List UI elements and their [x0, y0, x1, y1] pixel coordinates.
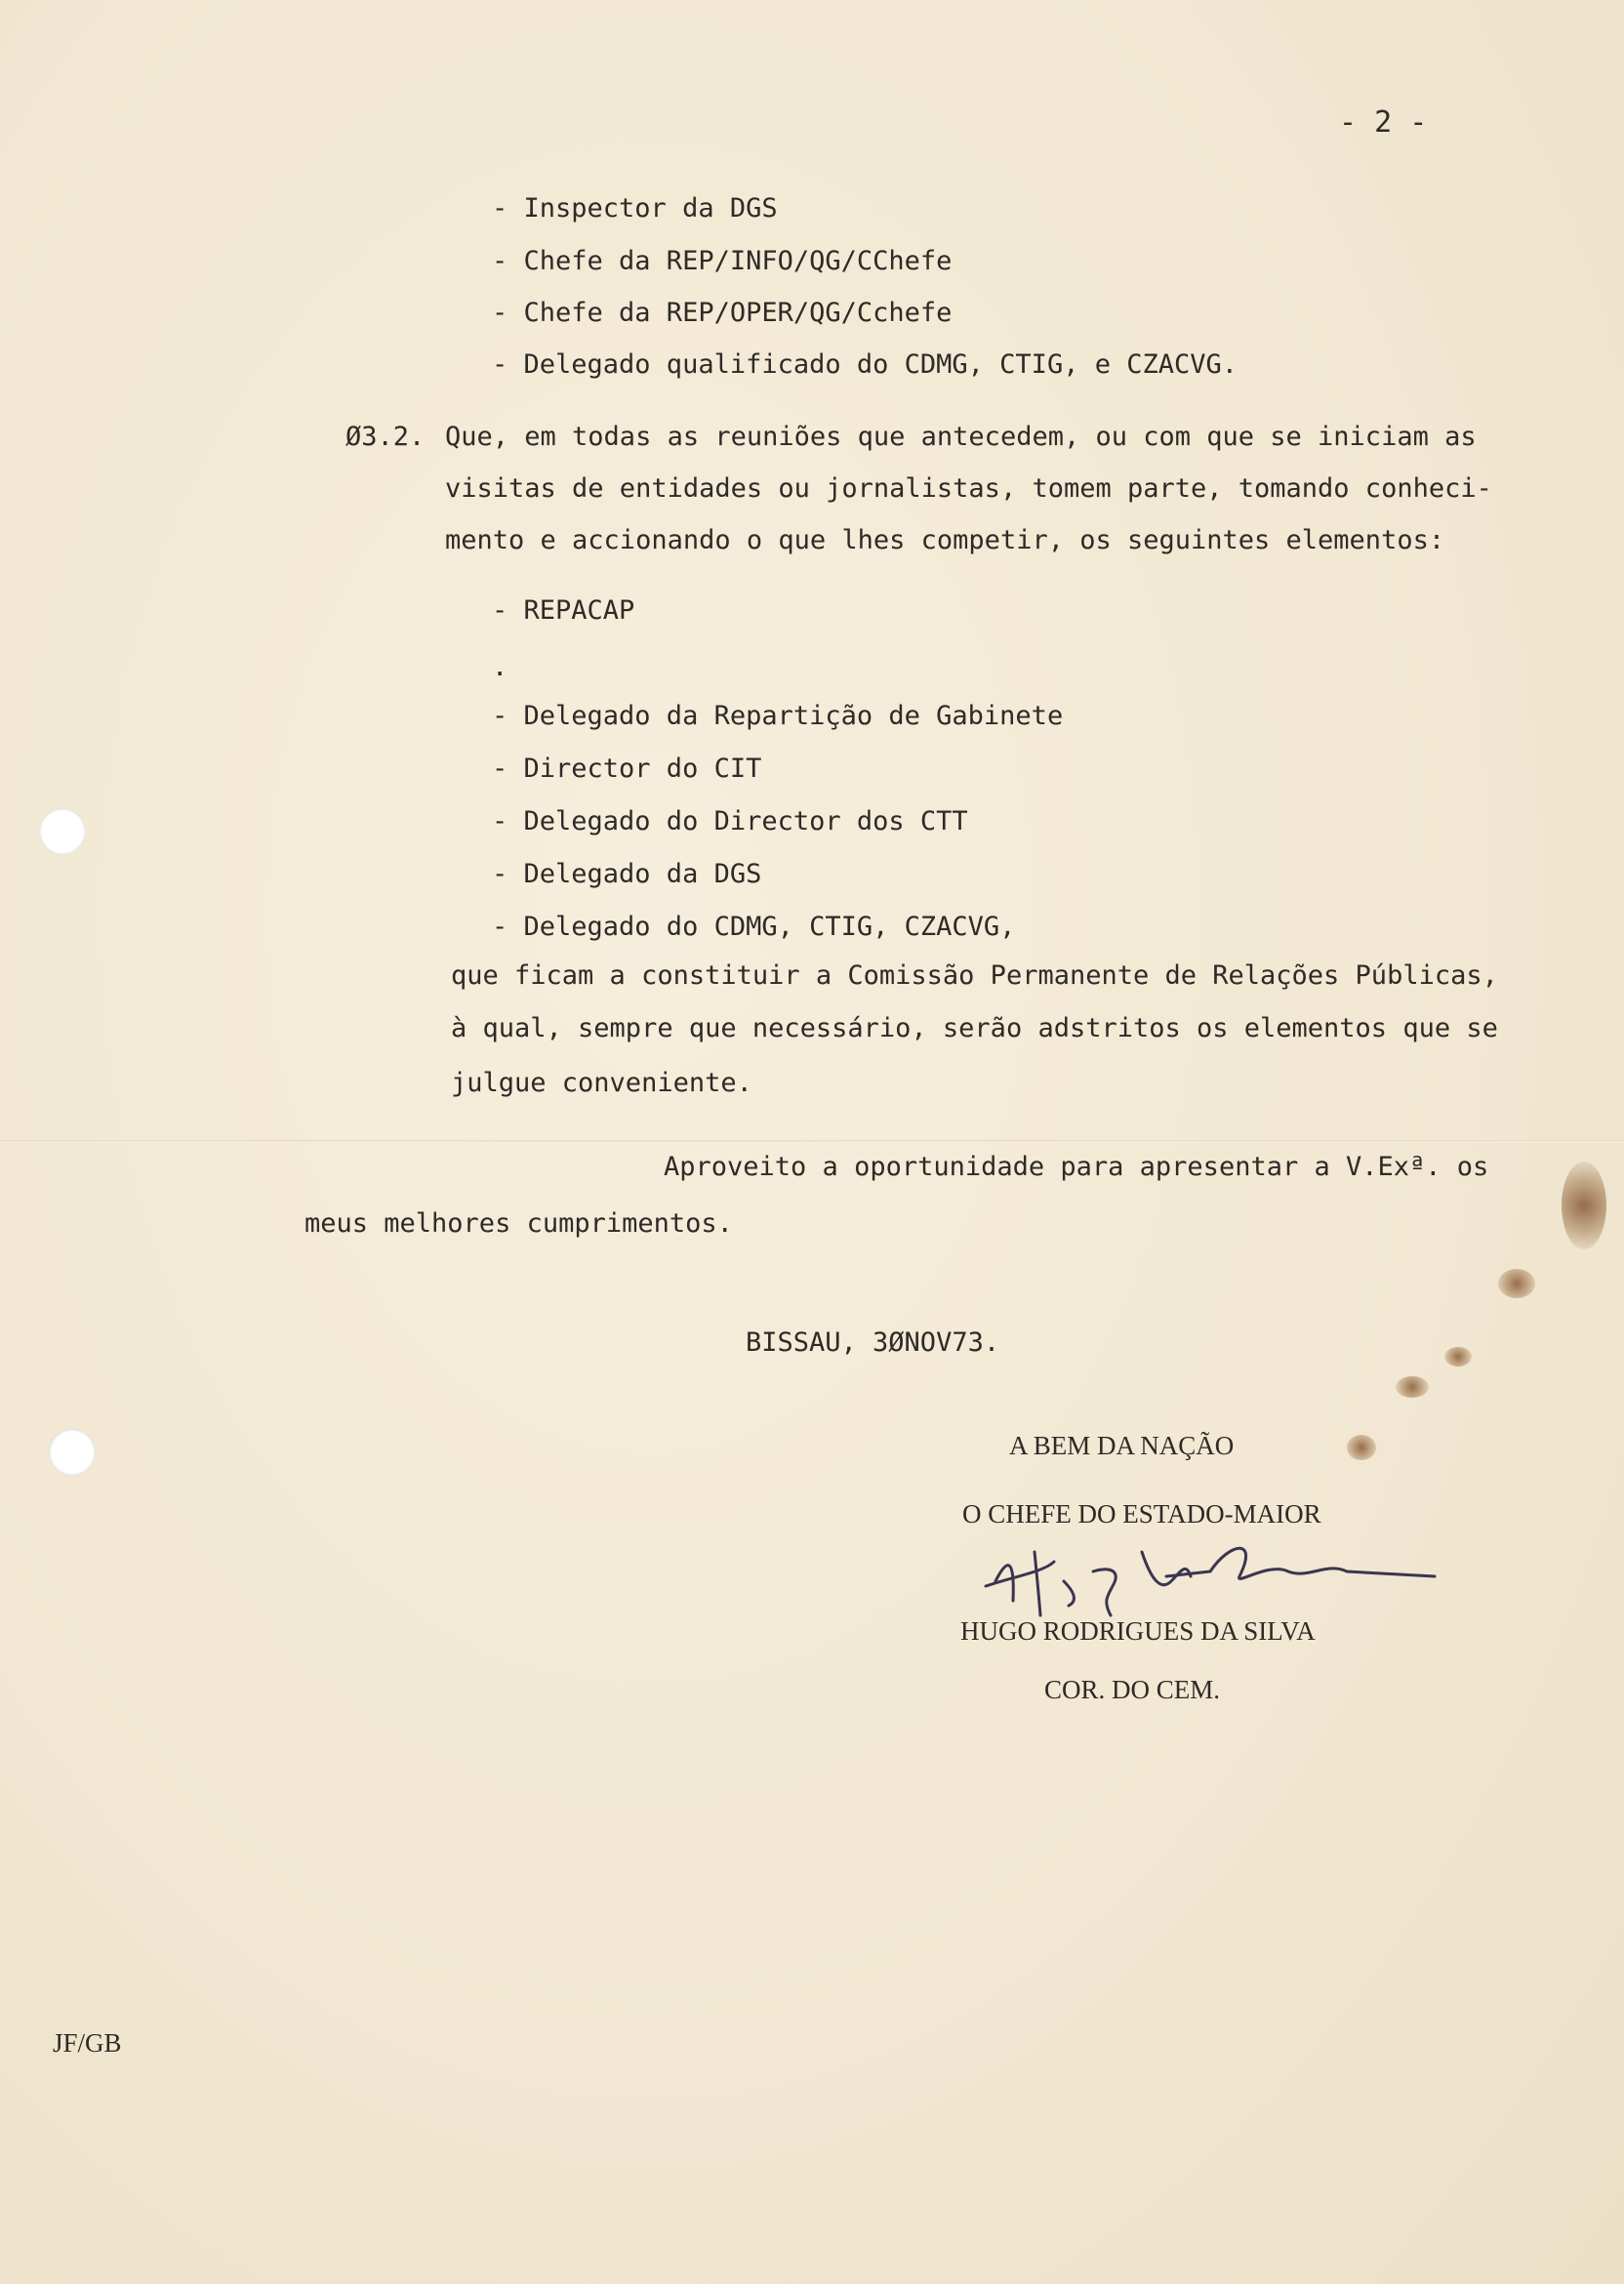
stain	[1396, 1376, 1429, 1398]
salutation: A BEM DA NAÇÃO	[1009, 1431, 1235, 1460]
list-item: - REPACAP	[492, 595, 635, 626]
page-number: - 2 -	[1339, 105, 1428, 140]
list-item: - Delegado qualificado do CDMG, CTIG, e CZACVG.	[492, 349, 1238, 380]
paragraph-line: à qual, sempre que necessário, serão adstritos os elementos que se	[451, 1013, 1498, 1043]
handwritten-signature	[976, 1523, 1444, 1630]
list-item: - Delegado da DGS	[492, 859, 762, 889]
punch-hole-top	[39, 808, 86, 855]
list-item: - Delegado do Director dos CTT	[492, 806, 968, 836]
reference-initials: JF/GB	[53, 2028, 122, 2058]
stain	[1498, 1269, 1535, 1298]
list-item: - Chefe da REP/OPER/QG/Cchefe	[492, 298, 953, 328]
paper-fold-line	[0, 1140, 1624, 1143]
list-item: .	[492, 652, 508, 682]
stain	[1444, 1347, 1472, 1366]
section-number: Ø3.2.	[345, 422, 426, 452]
courtesy-line: meus melhores cumprimentos.	[304, 1208, 733, 1239]
paragraph-line: Que, em todas as reuniões que antecedem, ou com que se iniciam as	[445, 422, 1477, 452]
stain	[1562, 1162, 1606, 1249]
stain	[1347, 1435, 1376, 1460]
punch-hole-bottom	[49, 1429, 96, 1476]
list-item: - Inspector da DGS	[492, 193, 778, 224]
signatory-role: O CHEFE DO ESTADO-MAIOR	[962, 1499, 1321, 1529]
paragraph-line: visitas de entidades ou jornalistas, tomem parte, tomando conheci-	[445, 473, 1492, 504]
courtesy-line: Aproveito a oportunidade para apresentar a V.Exª. os	[664, 1152, 1489, 1182]
list-item: - Delegado da Repartição de Gabinete	[492, 701, 1064, 731]
place-date: BISSAU, 3ØNOV73.	[746, 1327, 1000, 1358]
signatory-name: HUGO RODRIGUES DA SILVA	[960, 1616, 1316, 1646]
list-item: - Director do CIT	[492, 754, 762, 784]
list-item: - Delegado do CDMG, CTIG, CZACVG,	[492, 912, 1016, 942]
paragraph-line: que ficam a constituir a Comissão Permanente de Relações Públicas,	[451, 960, 1498, 991]
paragraph-line: mento e accionando o que lhes competir, os seguintes elementos:	[445, 525, 1445, 555]
paragraph-line: julgue conveniente.	[451, 1068, 752, 1098]
list-item: - Chefe da REP/INFO/QG/CChefe	[492, 246, 953, 276]
signatory-rank: COR. DO CEM.	[1044, 1675, 1221, 1704]
